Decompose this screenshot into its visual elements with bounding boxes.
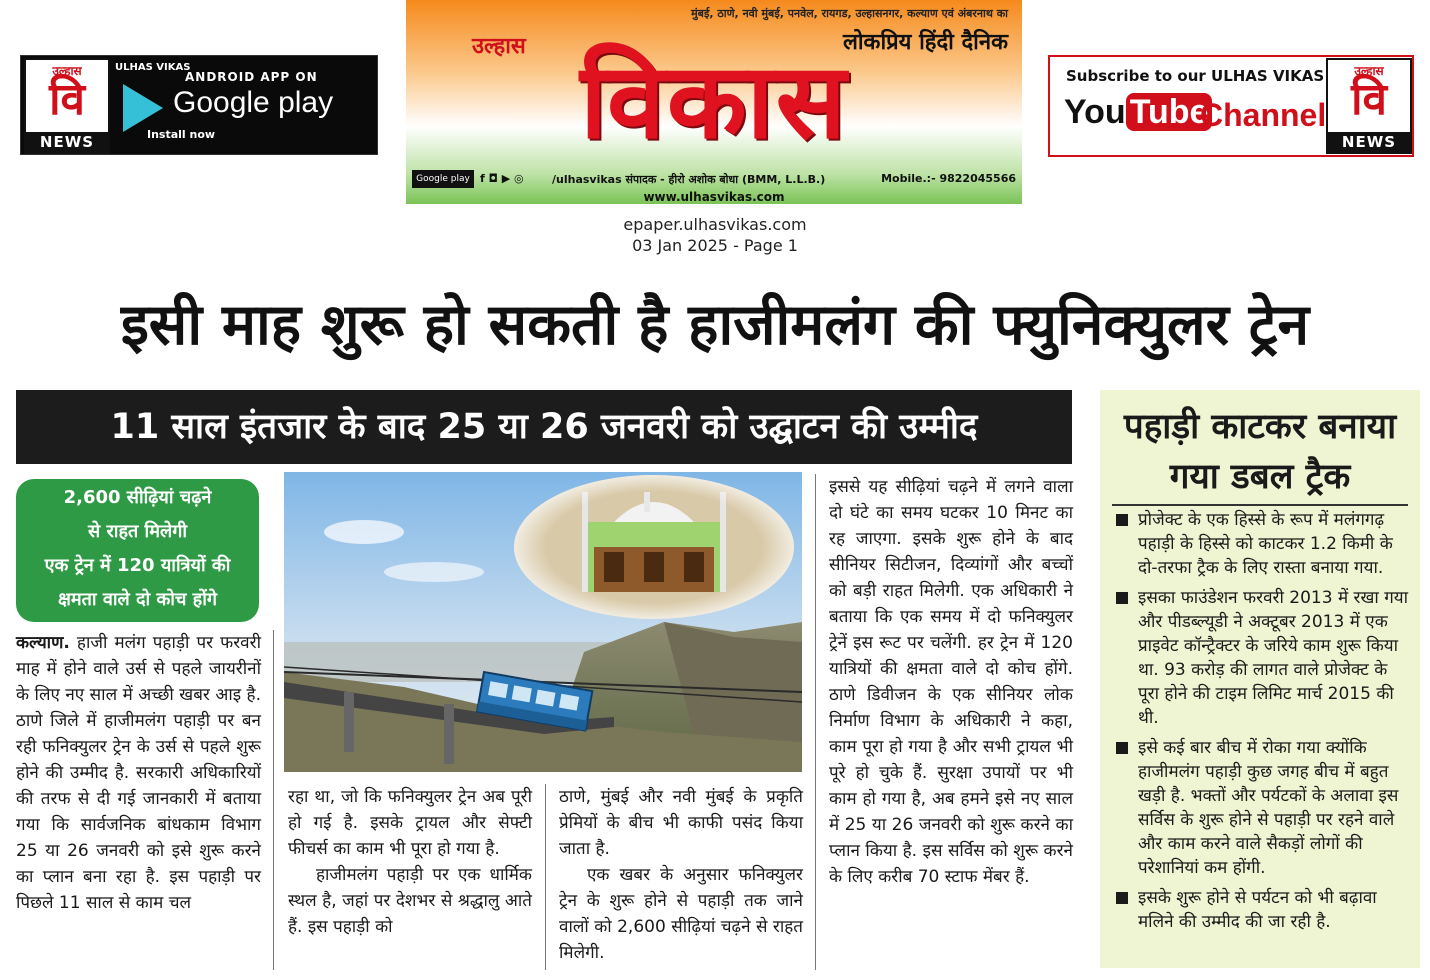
column-3-paragraph: ठाणे, मुंबई और नवी मुंबई के प्रकृति प्रेमियों के बीच भी काफी पसंद किया जाता है. — [559, 787, 803, 859]
epaper-site[interactable]: epaper.ulhasvikas.com — [623, 215, 807, 234]
article-column-3 — [559, 784, 803, 966]
editor-credit: /ulhasvikas संपादक - हीरो अशोक बोधा (BMM, L.L.B.) — [552, 173, 826, 186]
masthead-info-strip — [410, 168, 1018, 190]
article-column-1 — [16, 630, 261, 916]
google-play-icon — [123, 84, 163, 132]
column-divider — [545, 784, 546, 970]
install-now-label: Install now — [147, 128, 216, 141]
social-icons[interactable]: f ◘ ▶ ◎ — [480, 172, 524, 185]
article-subheadline: 11 साल इंतजार के बाद 25 या 26 जनवरी को उद्घाटन की उम्मीद — [16, 390, 1072, 464]
masthead-tagline: लोकप्रिय हिंदी दैनिक — [842, 30, 1008, 55]
square-bullet-icon — [1116, 892, 1128, 904]
sidebar-list-item: प्रोजेक्ट के एक हिस्से के रूप में मलंगगढ़ पहाड़ी के हिस्से को काटकर 1.2 किमी के दो-तरफा ट्रैक के लिए रास्ता बनाया गया. — [1112, 508, 1412, 580]
square-bullet-icon — [1116, 592, 1128, 604]
subscribe-label: Subscribe to our ULHAS VIKAS — [1066, 67, 1325, 85]
youtube-logo: You Tube — [1064, 93, 1212, 132]
dateline: कल्याण. — [16, 633, 70, 653]
article-column-4: इससे यह सीढ़ियां चढ़ने में लगने वाला दो घंटे का समय घटकर 10 मिनट का रह जाएगा. इसके शुरू होने के बाद सीनियर सिटीजन, दिव्यांगों और बच्चों को बड़ी राहत मिलेगी. एक अधिकारी ने बताया कि एक समय में दो फनिक्युलर ट्रेनें इस रूट पर चलेंगी. हर ट्रेन में 120 यात्रियों की क्षमता वाले दो कोच होंगे. ठाणे डिवीजन के एक सीनियर लोक निर्माण विभाग के अधिकारी ने कहा, काम पूरा हो गया है और सभी ट्रायल भी पूरे हो चुके हैं. सुरक्षा उपायों पर भी काम हो गया है, अब हमने इसे नए साल में 25 या 26 जनवरी को शुरू करने का प्लान किया है. इस सर्विस को शुरू करने के लिए करीब 70 स्टाफ मेंबर हैं. — [829, 477, 1073, 887]
website-link[interactable]: www.ulhasvikas.com — [643, 190, 785, 204]
article-column-2 — [288, 784, 532, 940]
masthead-ulhas: उल्हास — [472, 34, 526, 59]
sidebar-rule — [1112, 504, 1408, 506]
mobile-number: Mobile.:- 9822045566 — [881, 172, 1016, 185]
funicular-train-photo — [284, 472, 802, 772]
newspaper-masthead — [406, 0, 1022, 204]
google-play-badge[interactable]: Google play — [412, 170, 474, 188]
column-2-paragraph: रहा था, जो कि फनिक्युलर ट्रेन अब पूरी हो गई है. इसके ट्रायल और सेफ्टी फीचर्स का काम भी पूरा हो गया है. — [288, 787, 532, 859]
column-3-paragraph: एक खबर के अनुसार फनिक्युलर ट्रेन के शुरू होने से पहाड़ी तक जाने वालों को 2,600 सीढ़ियां चढ़ने से राहत मिलेगी. — [559, 865, 803, 963]
article-headline: इसी माह शुरू हो सकती है हाजीमलंग की फ्युनिक्युलर ट्रेन — [120, 292, 1310, 358]
column-1-text: हाजी मलंग पहाड़ी पर फरवरी माह में होने वाले उर्स से पहले जायरीनों के लिए नए साल में अच्छी खबर आइ है. ठाणे जिले में हाजीमलंग पहाड़ी पर बन रही फनिक्युलर ट्रेन के उर्स से पहले शुरू होने की उम्मीद है. सरकारी अधिकारियों की तरफ से दी गई जानकारी में बताया गया कि सार्वजनिक बांधकाम विभाग 25 या 26 जनवरी को इसे शुरू करने का प्लान बना रहा है. इस पहाड़ी पर पिछले 11 साल से काम चल — [16, 633, 261, 913]
square-bullet-icon — [1116, 742, 1128, 754]
sidebar-list-item: इसके शुरू होने से पर्यटन को भी बढ़ावा मलिने की उम्मीद की जा रही है. — [1112, 886, 1412, 934]
column-divider — [273, 630, 274, 970]
channel-label: Channel — [1200, 97, 1327, 133]
ulhas-vikas-news-logo-right: उल्हास वि NEWS — [1326, 58, 1412, 154]
dargah-inset-photo — [514, 475, 794, 619]
sidebar-list-item: इसे कई बार बीच में रोका गया क्योंकि हाजीमलंग पहाड़ी कुछ जगह बीच में बहुत खड़ी है. भक्तों और पर्यटकों के अलावा इस सर्विस के शुरू होने से पहाड़ी पर रहने वाले और काम करने वाले सैकड़ों लोगों की परेशानियां कम होंगी. — [1112, 736, 1412, 880]
masthead-title: विकास — [580, 40, 848, 162]
sidebar-title: पहाड़ी काटकर बनाया गया डबल ट्रैक — [1123, 407, 1397, 497]
highlight-box: 2,600 सीढ़ियां चढ़ने से राहत मिलेगी एक ट्रेन में 120 यात्रियों की क्षमता वाले दो कोच होंगे — [16, 479, 259, 622]
android-app-on-label: ANDROID APP ON — [185, 70, 318, 84]
youtube-channel-ad[interactable] — [1048, 55, 1414, 157]
google-play-label: Google play — [173, 86, 334, 119]
masthead-cities: मुंबई, ठाणे, नवी मुंबई, पनवेल, रायगड, उल्हासनगर, कल्याण एवं अंबरनाथ का — [691, 7, 1008, 20]
google-play-ad[interactable] — [20, 55, 378, 155]
ulhas-vikas-news-logo: उल्हास वि NEWS — [24, 58, 110, 154]
column-divider — [815, 474, 816, 970]
epaper-date-page: 03 Jan 2025 - Page 1 — [632, 236, 798, 255]
sidebar-list — [1112, 508, 1412, 940]
sidebar-box — [1100, 390, 1420, 968]
epaper-info — [0, 214, 1430, 256]
square-bullet-icon — [1116, 514, 1128, 526]
column-2-paragraph: हाजीमलंग पहाड़ी पर एक धार्मिक स्थल है, जहां पर देशभर से श्रद्धालु आते हैं. इस पहाड़ी को — [288, 865, 532, 937]
sidebar-list-item: इसका फाउंडेशन फरवरी 2013 में रखा गया और पीडब्ल्यूडी ने अक्टूबर 2013 में एक प्राइवेट कॉन्ट्रैक्टर के जरिये काम शुरू किया था. 93 करोड़ की लागत वाले प्रोजेक्ट के पूरा होने की टाइम लिमिट मार्च 2015 की थी. — [1112, 586, 1412, 730]
ad-brand-label: ULHAS VIKAS — [115, 62, 191, 73]
